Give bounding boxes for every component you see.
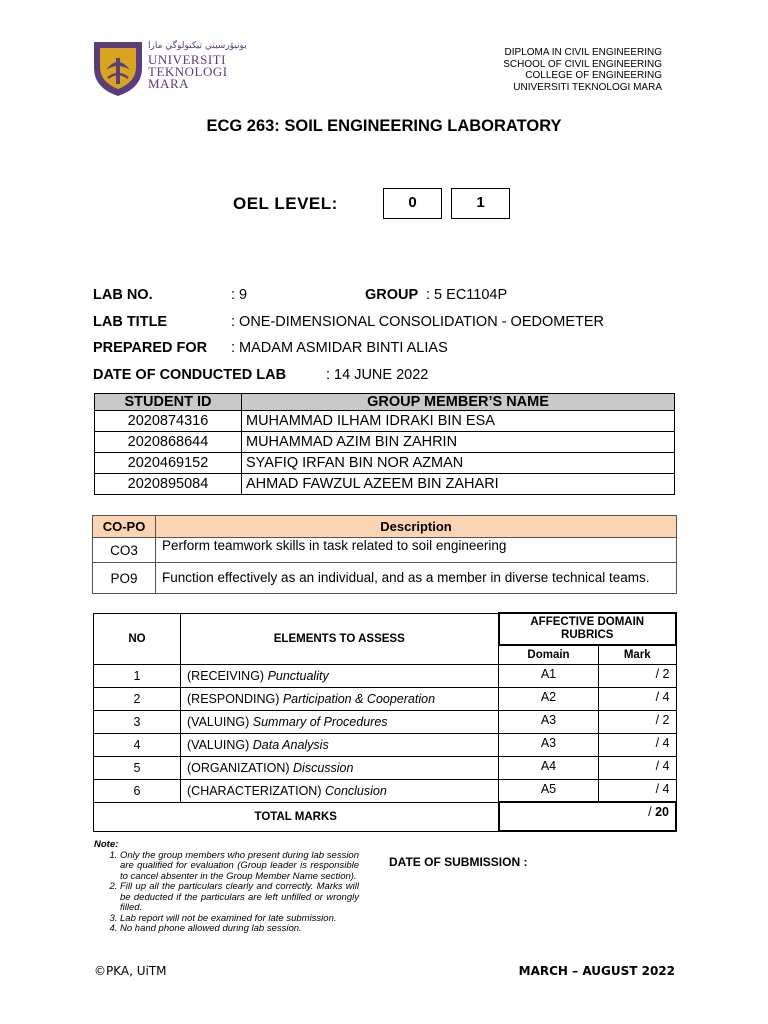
- student-id: 2020895084: [95, 474, 242, 495]
- rubric-domain: A3: [499, 733, 599, 756]
- notes-block: [94, 840, 359, 935]
- member-table-header: [95, 394, 675, 411]
- rubric-element: (RECEIVING) Punctuality: [181, 664, 499, 687]
- date-of-submission-label: DATE OF SUBMISSION :: [389, 855, 528, 869]
- oel-level-box-0: 0: [383, 188, 442, 219]
- table-row: [94, 710, 677, 733]
- note-item: 2. Fill up all the particulars clearly and correctly. Marks will be deducted if the particulars are left unfilled or wrongly filled.: [120, 882, 359, 914]
- rubric-mark: / 4: [599, 756, 677, 779]
- footer-session: MARCH – AUGUST 2022: [518, 964, 675, 978]
- table-row: [95, 453, 675, 474]
- rubric-no: 2: [94, 687, 181, 710]
- table-row: [94, 733, 677, 756]
- date-conducted-value: : 14 JUNE 2022: [326, 367, 429, 383]
- copo-description: Function effectively as an individual, and as a member in diverse technical teams.: [156, 563, 677, 594]
- oel-level-label: OEL LEVEL:: [233, 194, 338, 213]
- rubric-element: (VALUING) Summary of Procedures: [181, 710, 499, 733]
- copo-table-header: [93, 516, 677, 538]
- rubric-mark: / 4: [599, 779, 677, 802]
- rubric-no: 3: [94, 710, 181, 733]
- rubric-no: 6: [94, 779, 181, 802]
- university-line: MARA: [148, 76, 190, 91]
- header-description: Description: [156, 516, 677, 538]
- note-item: 3. Lab report will not be examined for late submission.: [120, 914, 359, 925]
- header-student-id: STUDENT ID: [95, 394, 242, 411]
- copo-table: [92, 515, 677, 594]
- rubric-domain: A4: [499, 756, 599, 779]
- rubric-domain: A5: [499, 779, 599, 802]
- member-name: MUHAMMAD ILHAM IDRAKI BIN ESA: [242, 411, 675, 432]
- table-row: [95, 411, 675, 432]
- course-title: ECG 263: SOIL ENGINEERING LABORATORY: [206, 117, 562, 135]
- copo-code: PO9: [93, 563, 156, 594]
- notes-title: Note:: [94, 839, 119, 850]
- lab-title-label: LAB TITLE: [93, 314, 168, 330]
- lab-no-value: : 9: [231, 287, 248, 303]
- rubric-domain: A3: [499, 710, 599, 733]
- rubric-no: 5: [94, 756, 181, 779]
- member-table: [94, 393, 675, 495]
- table-row: [95, 432, 675, 453]
- university-line: UNIVERSITI: [148, 52, 226, 67]
- table-row: [94, 687, 677, 710]
- rubric-no: 1: [94, 664, 181, 687]
- lab-no-label: LAB NO.: [93, 287, 153, 303]
- header-domain: Domain: [499, 645, 599, 664]
- header-mark: Mark: [599, 645, 677, 664]
- uitm-crest-icon: [92, 40, 144, 98]
- oel-level-box-1: 1: [451, 188, 510, 219]
- student-id: 2020874316: [95, 411, 242, 432]
- header-affective-domain: AFFECTIVE DOMAIN RUBRICS: [499, 613, 677, 645]
- institution-line: UNIVERSITI TEKNOLOGI MARA: [513, 81, 662, 93]
- table-row: [94, 779, 677, 802]
- institution-block: [503, 47, 662, 93]
- institution-line: COLLEGE OF ENGINEERING: [525, 70, 662, 81]
- lab-title-value: : ONE-DIMENSIONAL CONSOLIDATION - OEDOMETER: [231, 314, 605, 330]
- member-name: AHMAD FAWZUL AZEEM BIN ZAHARI: [242, 474, 675, 495]
- rubric-mark: / 2: [599, 664, 677, 687]
- rubric-element: (VALUING) Data Analysis: [181, 733, 499, 756]
- note-item: 1. Only the group members who present during lab session are qualified for evaluation (Group leader is responsible to cancel absenter in the Group Member Name section).: [120, 851, 359, 883]
- total-marks-label: TOTAL MARKS: [94, 802, 499, 831]
- note-item: 4. No hand phone allowed during lab session.: [120, 924, 359, 935]
- member-name: SYAFIQ IRFAN BIN NOR AZMAN: [242, 453, 675, 474]
- header-no: NO: [94, 613, 181, 664]
- table-row: [93, 563, 677, 594]
- university-line: TEKNOLOGI: [148, 64, 228, 79]
- rubric-mark: / 4: [599, 687, 677, 710]
- university-name: [148, 54, 228, 90]
- rubric-element: (RESPONDING) Participation & Cooperation: [181, 687, 499, 710]
- rubric-table: [93, 612, 677, 832]
- rubric-total-row: [94, 802, 677, 831]
- copo-code: CO3: [93, 538, 156, 563]
- header-copo: CO-PO: [93, 516, 156, 538]
- rubric-domain: A1: [499, 664, 599, 687]
- member-name: MUHAMMAD AZIM BIN ZAHRIN: [242, 432, 675, 453]
- group-value: : 5 EC1104P: [426, 287, 508, 303]
- prepared-for-value: : MADAM ASMIDAR BINTI ALIAS: [231, 340, 448, 356]
- rubric-domain: A2: [499, 687, 599, 710]
- institution-line: DIPLOMA IN CIVIL ENGINEERING: [504, 47, 662, 58]
- rubric-header-row: [94, 613, 677, 645]
- group-label: GROUP: [365, 287, 419, 303]
- university-jawi-name: ﻳﻮﻧﻴﯚﺭﺳﻴﺘﻲ ﺗﻴﻜﻨﻮﻟﻮﮔﻲ ﻣﺎﺭﺍ: [148, 41, 247, 51]
- table-row: [94, 756, 677, 779]
- rubric-mark: / 4: [599, 733, 677, 756]
- header-member-name: GROUP MEMBER’S NAME: [242, 394, 675, 411]
- prepared-for-label: PREPARED FOR: [93, 340, 208, 356]
- table-row: [94, 664, 677, 687]
- rubric-element: (ORGANIZATION) Discussion: [181, 756, 499, 779]
- rubric-no: 4: [94, 733, 181, 756]
- footer-copyright: ©PKA, UiTM: [94, 964, 167, 978]
- header-elements: ELEMENTS TO ASSESS: [181, 613, 499, 664]
- copo-description: Perform teamwork skills in task related to soil engineering: [156, 538, 677, 563]
- table-row: [95, 474, 675, 495]
- notes-list: [94, 851, 359, 935]
- student-id: 2020469152: [95, 453, 242, 474]
- table-row: [93, 538, 677, 563]
- rubric-mark: / 2: [599, 710, 677, 733]
- student-id: 2020868644: [95, 432, 242, 453]
- total-marks-value: / 20: [499, 802, 677, 831]
- institution-line: SCHOOL OF CIVIL ENGINEERING: [503, 58, 662, 70]
- rubric-element: (CHARACTERIZATION) Conclusion: [181, 779, 499, 802]
- date-conducted-label: DATE OF CONDUCTED LAB: [93, 367, 287, 383]
